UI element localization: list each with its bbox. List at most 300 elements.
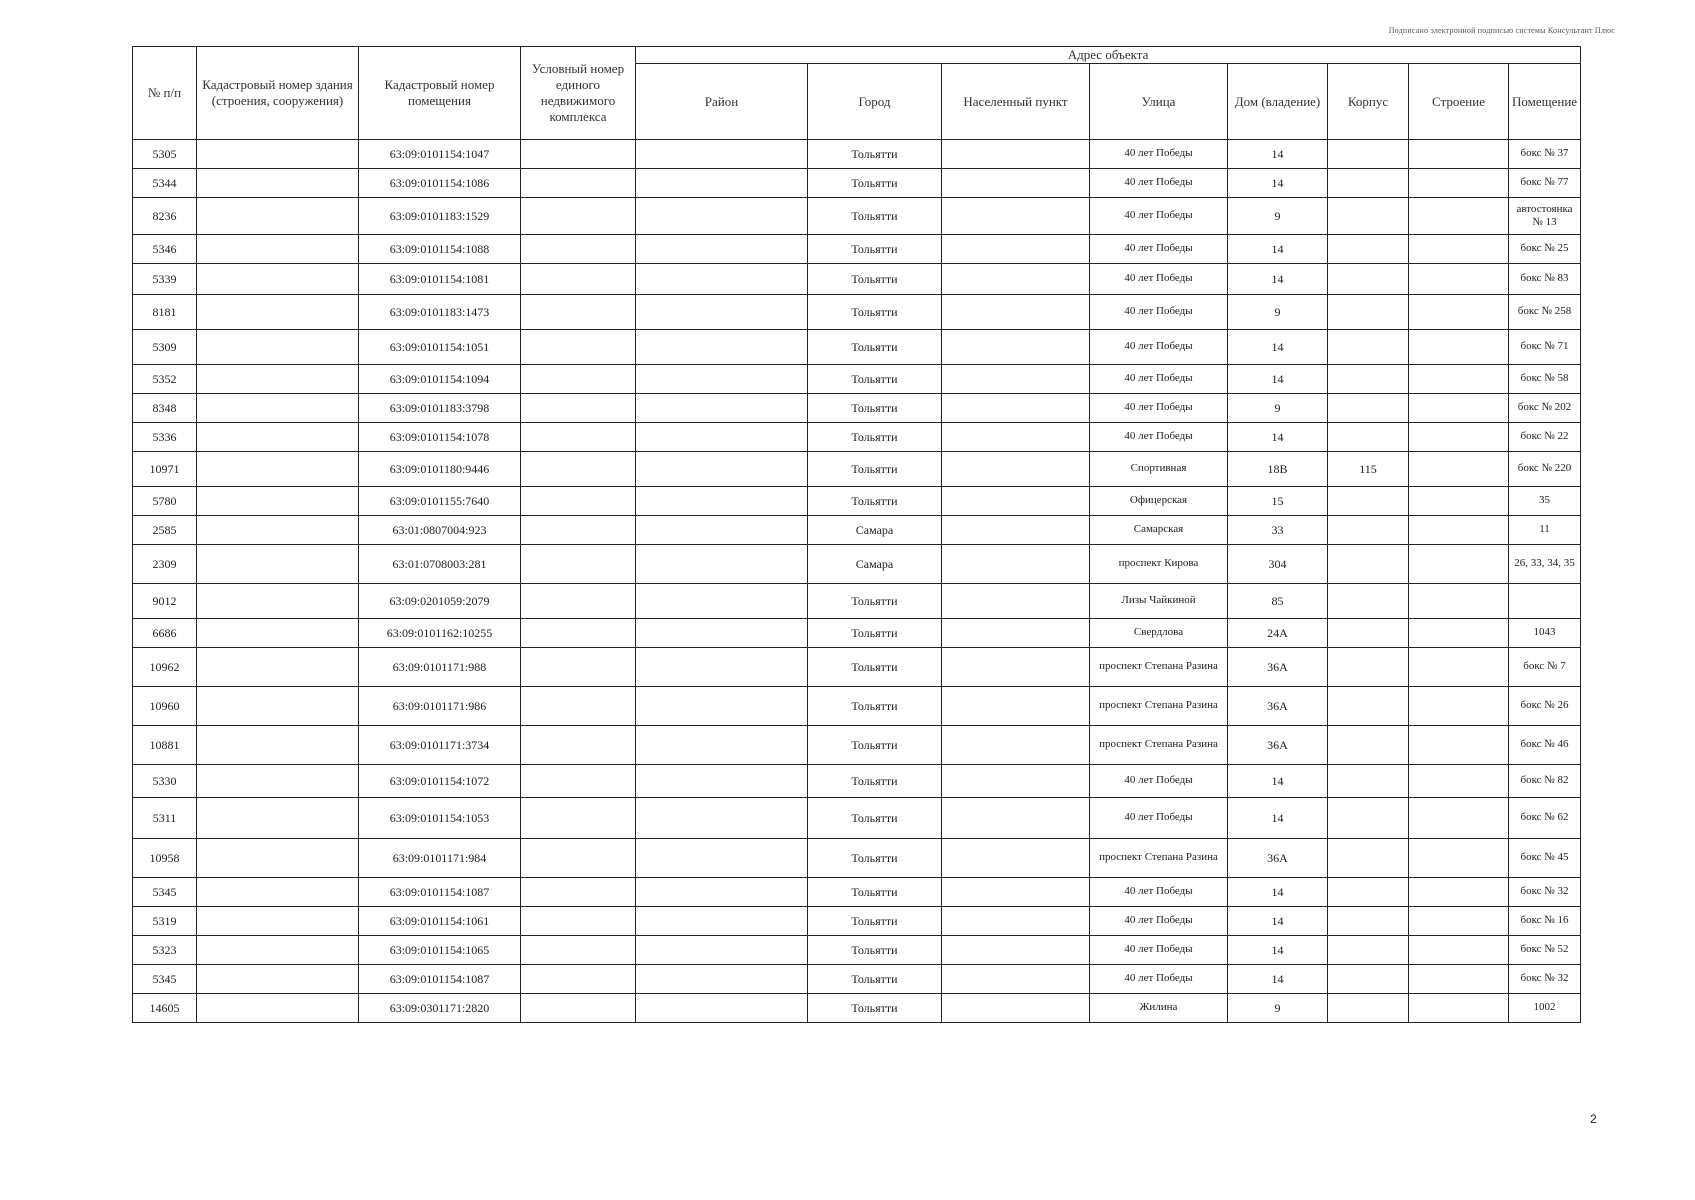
cell-district: [636, 295, 808, 330]
cell-building-cadastral: [197, 994, 359, 1023]
cell-house: 14: [1228, 169, 1328, 198]
cell-room-cadastral: 63:09:0201059:2079: [359, 584, 521, 619]
table-row: [133, 798, 1581, 839]
cell-house: 14: [1228, 878, 1328, 907]
cell-street: 40 лет Победы: [1090, 394, 1228, 423]
cell-room-cadastral: 63:09:0101171:3734: [359, 726, 521, 765]
cell-structure: [1409, 726, 1509, 765]
cell-room: бокс № 32: [1509, 965, 1581, 994]
cell-street: 40 лет Победы: [1090, 198, 1228, 235]
cell-settlement: [942, 169, 1090, 198]
cell-settlement: [942, 516, 1090, 545]
cell-house: 36А: [1228, 726, 1328, 765]
cell-district: [636, 516, 808, 545]
cell-city: Тольятти: [808, 330, 942, 365]
cell-structure: [1409, 545, 1509, 584]
cell-street: 40 лет Победы: [1090, 878, 1228, 907]
cell-conditional-number: [521, 798, 636, 839]
cell-corpus: [1328, 584, 1409, 619]
cell-city: Тольятти: [808, 878, 942, 907]
cell-building-cadastral: [197, 936, 359, 965]
cell-room: [1509, 584, 1581, 619]
cell-num: 10881: [133, 726, 197, 765]
cell-num: 5780: [133, 487, 197, 516]
col-header-room-cadastral: Кадастровый номер помещения: [359, 47, 521, 140]
cell-settlement: [942, 687, 1090, 726]
cell-settlement: [942, 936, 1090, 965]
cell-room: автостоянка № 13: [1509, 198, 1581, 235]
cell-room-cadastral: 63:09:0101154:1072: [359, 765, 521, 798]
cell-room-cadastral: 63:09:0101154:1087: [359, 878, 521, 907]
cell-room-cadastral: 63:09:0101154:1053: [359, 798, 521, 839]
cell-room: бокс № 62: [1509, 798, 1581, 839]
cell-room: бокс № 82: [1509, 765, 1581, 798]
cell-settlement: [942, 619, 1090, 648]
cell-building-cadastral: [197, 798, 359, 839]
cell-street: 40 лет Победы: [1090, 365, 1228, 394]
cell-district: [636, 798, 808, 839]
cell-conditional-number: [521, 839, 636, 878]
cell-street: 40 лет Победы: [1090, 765, 1228, 798]
cell-num: 8236: [133, 198, 197, 235]
cell-num: 10971: [133, 452, 197, 487]
cell-building-cadastral: [197, 619, 359, 648]
cell-structure: [1409, 878, 1509, 907]
cell-street: 40 лет Победы: [1090, 798, 1228, 839]
cell-room-cadastral: 63:09:0101154:1094: [359, 365, 521, 394]
cell-room: бокс № 26: [1509, 687, 1581, 726]
cell-room: бокс № 52: [1509, 936, 1581, 965]
cell-structure: [1409, 169, 1509, 198]
cell-house: 14: [1228, 264, 1328, 295]
cell-city: Тольятти: [808, 198, 942, 235]
cell-num: 5345: [133, 965, 197, 994]
cell-city: Самара: [808, 545, 942, 584]
cell-conditional-number: [521, 687, 636, 726]
cell-num: 10958: [133, 839, 197, 878]
table-row: [133, 423, 1581, 452]
cell-conditional-number: [521, 452, 636, 487]
cell-city: Тольятти: [808, 423, 942, 452]
cell-building-cadastral: [197, 487, 359, 516]
table-row: [133, 839, 1581, 878]
cell-city: Тольятти: [808, 687, 942, 726]
table-row: [133, 584, 1581, 619]
cell-room-cadastral: 63:09:0101162:10255: [359, 619, 521, 648]
cell-room: бокс № 25: [1509, 235, 1581, 264]
cell-house: 14: [1228, 936, 1328, 965]
cell-room: 11: [1509, 516, 1581, 545]
cell-street: 40 лет Победы: [1090, 907, 1228, 936]
cell-corpus: [1328, 487, 1409, 516]
cell-num: 5323: [133, 936, 197, 965]
cell-building-cadastral: [197, 423, 359, 452]
cell-house: 9: [1228, 295, 1328, 330]
cell-corpus: [1328, 726, 1409, 765]
cell-district: [636, 907, 808, 936]
cell-city: Тольятти: [808, 798, 942, 839]
cell-structure: [1409, 423, 1509, 452]
cell-street: проспект Степана Разина: [1090, 839, 1228, 878]
cell-num: 2585: [133, 516, 197, 545]
cell-settlement: [942, 423, 1090, 452]
cell-corpus: [1328, 365, 1409, 394]
table-row: [133, 452, 1581, 487]
cell-num: 5352: [133, 365, 197, 394]
cell-city: Тольятти: [808, 169, 942, 198]
cell-city: Тольятти: [808, 994, 942, 1023]
cell-settlement: [942, 765, 1090, 798]
cell-corpus: [1328, 648, 1409, 687]
cell-num: 5344: [133, 169, 197, 198]
cell-house: 9: [1228, 198, 1328, 235]
cell-structure: [1409, 394, 1509, 423]
cell-room: бокс № 37: [1509, 140, 1581, 169]
cell-room-cadastral: 63:09:0101155:7640: [359, 487, 521, 516]
cell-district: [636, 584, 808, 619]
registry-table: [132, 46, 1581, 1023]
cell-num: 14605: [133, 994, 197, 1023]
cell-street: проспект Степана Разина: [1090, 687, 1228, 726]
cell-structure: [1409, 839, 1509, 878]
cell-house: 85: [1228, 584, 1328, 619]
cell-room-cadastral: 63:09:0301171:2820: [359, 994, 521, 1023]
cell-corpus: [1328, 330, 1409, 365]
cell-district: [636, 423, 808, 452]
cell-city: Тольятти: [808, 648, 942, 687]
cell-settlement: [942, 295, 1090, 330]
cell-street: проспект Степана Разина: [1090, 648, 1228, 687]
cell-settlement: [942, 198, 1090, 235]
cell-structure: [1409, 687, 1509, 726]
cell-street: 40 лет Победы: [1090, 264, 1228, 295]
cell-street: Офицерская: [1090, 487, 1228, 516]
cell-house: 15: [1228, 487, 1328, 516]
cell-building-cadastral: [197, 169, 359, 198]
cell-city: Тольятти: [808, 235, 942, 264]
cell-num: 5336: [133, 423, 197, 452]
cell-street: 40 лет Победы: [1090, 140, 1228, 169]
cell-house: 9: [1228, 994, 1328, 1023]
cell-num: 5311: [133, 798, 197, 839]
cell-settlement: [942, 235, 1090, 264]
cell-house: 36А: [1228, 687, 1328, 726]
cell-conditional-number: [521, 365, 636, 394]
cell-room: бокс № 58: [1509, 365, 1581, 394]
cell-district: [636, 140, 808, 169]
cell-settlement: [942, 452, 1090, 487]
cell-structure: [1409, 619, 1509, 648]
cell-city: Тольятти: [808, 936, 942, 965]
cell-city: Тольятти: [808, 965, 942, 994]
cell-conditional-number: [521, 936, 636, 965]
cell-street: 40 лет Победы: [1090, 936, 1228, 965]
cell-num: 6686: [133, 619, 197, 648]
cell-conditional-number: [521, 295, 636, 330]
cell-building-cadastral: [197, 235, 359, 264]
table-row: [133, 994, 1581, 1023]
cell-corpus: [1328, 839, 1409, 878]
cell-structure: [1409, 965, 1509, 994]
cell-district: [636, 839, 808, 878]
cell-conditional-number: [521, 878, 636, 907]
cell-corpus: [1328, 198, 1409, 235]
cell-num: 5346: [133, 235, 197, 264]
cell-room-cadastral: 63:09:0101171:986: [359, 687, 521, 726]
cell-conditional-number: [521, 264, 636, 295]
cell-settlement: [942, 648, 1090, 687]
cell-house: 36А: [1228, 648, 1328, 687]
table-row: [133, 198, 1581, 235]
cell-street: проспект Степана Разина: [1090, 726, 1228, 765]
cell-building-cadastral: [197, 140, 359, 169]
cell-street: 40 лет Победы: [1090, 423, 1228, 452]
cell-district: [636, 487, 808, 516]
cell-corpus: [1328, 235, 1409, 264]
cell-street: Самарская: [1090, 516, 1228, 545]
cell-settlement: [942, 839, 1090, 878]
cell-building-cadastral: [197, 584, 359, 619]
cell-settlement: [942, 394, 1090, 423]
cell-room-cadastral: 63:09:0101183:1473: [359, 295, 521, 330]
cell-room-cadastral: 63:09:0101183:1529: [359, 198, 521, 235]
table-row: [133, 545, 1581, 584]
cell-room-cadastral: 63:09:0101154:1065: [359, 936, 521, 965]
table-row: [133, 264, 1581, 295]
cell-structure: [1409, 330, 1509, 365]
cell-structure: [1409, 907, 1509, 936]
table-row: [133, 295, 1581, 330]
cell-street: Спортивная: [1090, 452, 1228, 487]
table-row: [133, 907, 1581, 936]
cell-corpus: [1328, 394, 1409, 423]
cell-structure: [1409, 264, 1509, 295]
table-row: [133, 365, 1581, 394]
cell-street: Свердлова: [1090, 619, 1228, 648]
cell-conditional-number: [521, 619, 636, 648]
cell-city: Тольятти: [808, 140, 942, 169]
cell-settlement: [942, 264, 1090, 295]
cell-city: Тольятти: [808, 619, 942, 648]
cell-settlement: [942, 878, 1090, 907]
cell-settlement: [942, 330, 1090, 365]
table-row: [133, 140, 1581, 169]
cell-room-cadastral: 63:09:0101171:988: [359, 648, 521, 687]
cell-settlement: [942, 907, 1090, 936]
cell-house: 14: [1228, 140, 1328, 169]
cell-house: 24А: [1228, 619, 1328, 648]
cell-district: [636, 619, 808, 648]
cell-room: бокс № 71: [1509, 330, 1581, 365]
cell-num: 5339: [133, 264, 197, 295]
cell-conditional-number: [521, 584, 636, 619]
cell-city: Тольятти: [808, 584, 942, 619]
cell-conditional-number: [521, 423, 636, 452]
table-row: [133, 169, 1581, 198]
cell-settlement: [942, 584, 1090, 619]
cell-room: бокс № 220: [1509, 452, 1581, 487]
cell-district: [636, 765, 808, 798]
cell-room-cadastral: 63:09:0101154:1078: [359, 423, 521, 452]
cell-conditional-number: [521, 726, 636, 765]
cell-building-cadastral: [197, 330, 359, 365]
cell-district: [636, 687, 808, 726]
cell-corpus: [1328, 965, 1409, 994]
cell-district: [636, 994, 808, 1023]
col-header-building-cadastral: Кадастровый номер здания (строения, сооружения): [197, 47, 359, 140]
cell-room: бокс № 46: [1509, 726, 1581, 765]
cell-corpus: [1328, 936, 1409, 965]
col-header-house: Дом (владение): [1228, 64, 1328, 140]
cell-district: [636, 936, 808, 965]
cell-district: [636, 394, 808, 423]
cell-corpus: [1328, 264, 1409, 295]
cell-corpus: [1328, 878, 1409, 907]
cell-district: [636, 452, 808, 487]
cell-house: 14: [1228, 907, 1328, 936]
cell-room: бокс № 202: [1509, 394, 1581, 423]
col-header-corpus: Корпус: [1328, 64, 1409, 140]
cell-structure: [1409, 235, 1509, 264]
cell-building-cadastral: [197, 907, 359, 936]
cell-settlement: [942, 994, 1090, 1023]
header-note: Подписано электронной подписью системы Консультант Плюс: [1388, 26, 1615, 35]
cell-street: 40 лет Победы: [1090, 235, 1228, 264]
cell-district: [636, 726, 808, 765]
cell-corpus: [1328, 907, 1409, 936]
cell-city: Тольятти: [808, 765, 942, 798]
cell-room-cadastral: 63:09:0101154:1081: [359, 264, 521, 295]
cell-room: 1002: [1509, 994, 1581, 1023]
cell-room-cadastral: 63:09:0101183:3798: [359, 394, 521, 423]
cell-house: 9: [1228, 394, 1328, 423]
cell-house: 14: [1228, 798, 1328, 839]
cell-house: 14: [1228, 365, 1328, 394]
cell-settlement: [942, 365, 1090, 394]
cell-city: Тольятти: [808, 365, 942, 394]
cell-house: 14: [1228, 330, 1328, 365]
col-header-street: Улица: [1090, 64, 1228, 140]
cell-city: Тольятти: [808, 487, 942, 516]
cell-street: 40 лет Победы: [1090, 965, 1228, 994]
cell-street: 40 лет Победы: [1090, 169, 1228, 198]
cell-structure: [1409, 584, 1509, 619]
cell-settlement: [942, 545, 1090, 584]
table-row: [133, 619, 1581, 648]
cell-city: Тольятти: [808, 726, 942, 765]
cell-building-cadastral: [197, 394, 359, 423]
cell-structure: [1409, 516, 1509, 545]
cell-building-cadastral: [197, 648, 359, 687]
col-header-settlement: Населенный пункт: [942, 64, 1090, 140]
cell-conditional-number: [521, 516, 636, 545]
cell-num: 9012: [133, 584, 197, 619]
cell-num: 8181: [133, 295, 197, 330]
table-body: [133, 140, 1581, 1023]
cell-room: 35: [1509, 487, 1581, 516]
cell-conditional-number: [521, 994, 636, 1023]
cell-conditional-number: [521, 169, 636, 198]
cell-city: Тольятти: [808, 839, 942, 878]
cell-building-cadastral: [197, 839, 359, 878]
cell-room-cadastral: 63:09:0101154:1086: [359, 169, 521, 198]
cell-corpus: [1328, 140, 1409, 169]
table-row: [133, 936, 1581, 965]
cell-building-cadastral: [197, 965, 359, 994]
cell-corpus: [1328, 295, 1409, 330]
cell-house: 304: [1228, 545, 1328, 584]
cell-conditional-number: [521, 330, 636, 365]
cell-city: Тольятти: [808, 264, 942, 295]
table-row: [133, 878, 1581, 907]
cell-corpus: [1328, 169, 1409, 198]
cell-num: 2309: [133, 545, 197, 584]
cell-settlement: [942, 140, 1090, 169]
col-group-address: Адрес объекта: [636, 47, 1581, 64]
cell-district: [636, 545, 808, 584]
table-header: [133, 47, 1581, 140]
cell-room-cadastral: 63:01:0708003:281: [359, 545, 521, 584]
cell-district: [636, 330, 808, 365]
cell-street: Жилина: [1090, 994, 1228, 1023]
cell-corpus: [1328, 619, 1409, 648]
cell-settlement: [942, 487, 1090, 516]
cell-district: [636, 965, 808, 994]
table-row: [133, 487, 1581, 516]
cell-conditional-number: [521, 765, 636, 798]
col-header-room: Помещение: [1509, 64, 1581, 140]
cell-street: проспект Кирова: [1090, 545, 1228, 584]
cell-building-cadastral: [197, 264, 359, 295]
cell-city: Тольятти: [808, 295, 942, 330]
cell-district: [636, 235, 808, 264]
cell-house: 14: [1228, 235, 1328, 264]
table-row: [133, 648, 1581, 687]
cell-corpus: [1328, 798, 1409, 839]
table-row: [133, 330, 1581, 365]
cell-structure: [1409, 765, 1509, 798]
cell-room-cadastral: 63:09:0101154:1088: [359, 235, 521, 264]
table-row: [133, 687, 1581, 726]
cell-structure: [1409, 487, 1509, 516]
cell-house: 18В: [1228, 452, 1328, 487]
cell-house: 33: [1228, 516, 1328, 545]
cell-city: Тольятти: [808, 907, 942, 936]
table-row: [133, 765, 1581, 798]
cell-structure: [1409, 452, 1509, 487]
cell-structure: [1409, 994, 1509, 1023]
cell-house: 14: [1228, 423, 1328, 452]
cell-num: 5319: [133, 907, 197, 936]
cell-building-cadastral: [197, 198, 359, 235]
cell-room-cadastral: 63:09:0101154:1051: [359, 330, 521, 365]
cell-corpus: [1328, 687, 1409, 726]
cell-corpus: [1328, 423, 1409, 452]
cell-room-cadastral: 63:09:0101154:1087: [359, 965, 521, 994]
cell-corpus: [1328, 765, 1409, 798]
cell-room: бокс № 32: [1509, 878, 1581, 907]
cell-structure: [1409, 198, 1509, 235]
cell-building-cadastral: [197, 516, 359, 545]
cell-corpus: [1328, 545, 1409, 584]
cell-conditional-number: [521, 394, 636, 423]
cell-conditional-number: [521, 907, 636, 936]
cell-building-cadastral: [197, 365, 359, 394]
cell-room: 1043: [1509, 619, 1581, 648]
cell-district: [636, 365, 808, 394]
cell-num: 5345: [133, 878, 197, 907]
cell-settlement: [942, 965, 1090, 994]
